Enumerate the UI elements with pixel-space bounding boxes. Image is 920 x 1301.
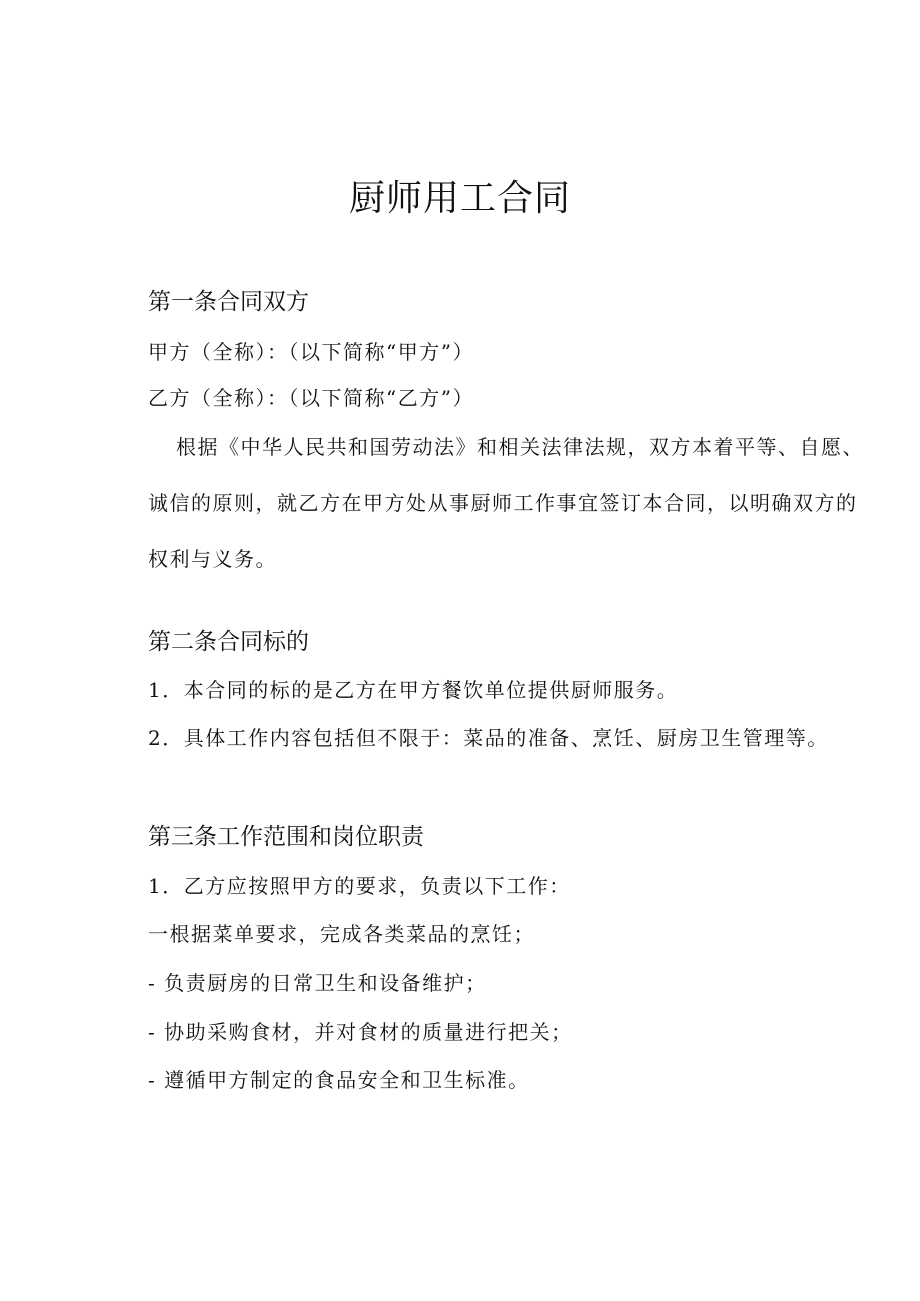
party-a-line: 甲方（全称）：（以下简称“甲方”） [148, 340, 474, 364]
section-heading: 第一条合同双方 [148, 289, 309, 315]
section-subject [148, 626, 848, 658]
duty-item-standards: - 遵循甲方制定的食品安全和卫生标准。 [148, 1068, 530, 1092]
paragraph-line: 权利与义务。 [148, 547, 277, 571]
duty-item-cooking: 一根据菜单要求，完成各类菜品的烹饪； [148, 922, 535, 946]
section-heading: 第三条工作范围和岗位职责 [148, 824, 424, 850]
paragraph-line: 诚信的原则，就乙方在甲方处从事厨师工作事宜签订本合同，以明确双方的 [148, 491, 858, 515]
paragraph-line: 根据《中华人民共和国劳动法》和相关法律法规，双方本着平等、自愿、 [176, 435, 864, 459]
subject-item-2: 2．具体工作内容包括但不限于：菜品的准备、烹饪、厨房卫生管理等。 [148, 726, 829, 750]
intro-paragraph [148, 419, 864, 587]
duty-item-purchasing: - 协助采购食材，并对食材的质量进行把关； [148, 1020, 573, 1044]
section-heading: 第二条合同标的 [148, 629, 309, 655]
section-parties [148, 286, 848, 318]
document-title: 厨师用工合同 [348, 178, 571, 219]
party-b-line: 乙方（全称）：（以下简称“乙方”） [148, 386, 474, 410]
duty-intro: 1．乙方应按照甲方的要求，负责以下工作： [148, 874, 571, 898]
duty-item-hygiene: - 负责厨房的日常卫生和设备维护； [148, 971, 487, 995]
section-duties [148, 821, 848, 853]
subject-item-1: 1．本合同的标的是乙方在甲方餐饮单位提供厨师服务。 [148, 678, 679, 702]
